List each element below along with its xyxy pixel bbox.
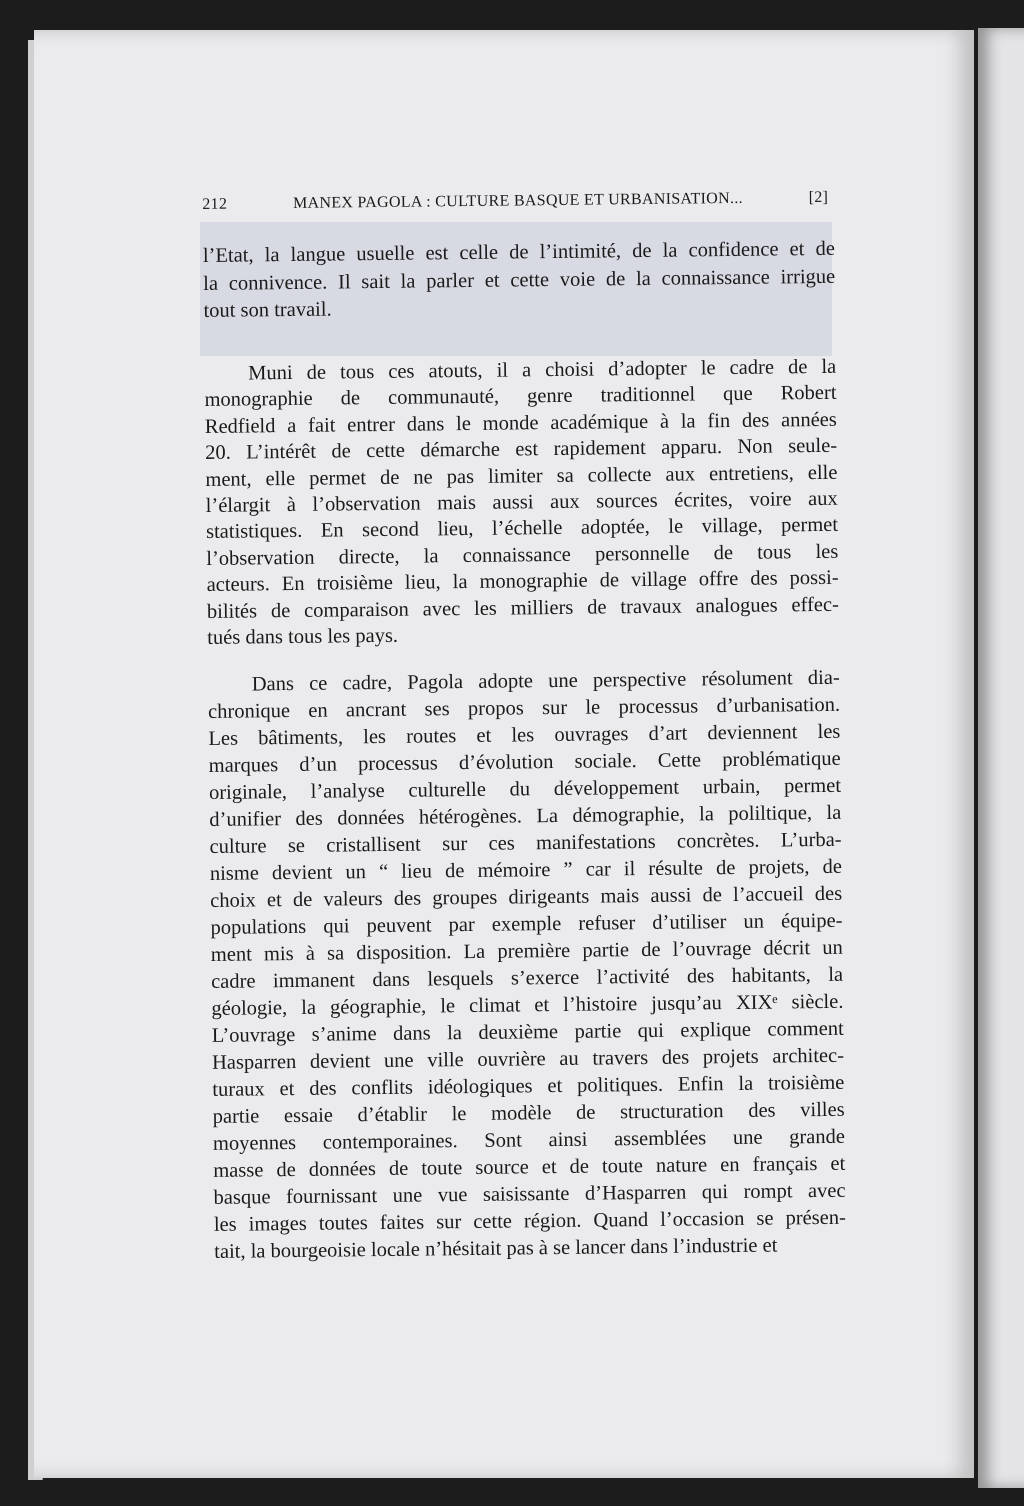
text-line: Hasparren devient une ville ouvrière au travers des projets architec-	[211, 1044, 845, 1074]
text-line: tués dans tous les pays.	[207, 624, 399, 649]
text-line: les images toutes faites sur cette région. Quand l’occasion se présen-	[213, 1206, 846, 1236]
text-line: chronique en ancrant ses propos sur le processus d’urbanisation.	[207, 693, 841, 723]
text-line: Redfield a fait entrer dans le monde académique à la fin des années	[204, 408, 837, 438]
text-line: ment mis à sa disposition. La première partie de l’ouvrage décrit un	[210, 936, 843, 966]
text-line: acteurs. En troisième lieu, la monographie de village offre des possi-	[206, 566, 839, 597]
section-number: [2]	[808, 188, 829, 207]
running-title: MANEX PAGOLA : CULTURE BASQUE ET URBANISATION...	[292, 189, 743, 212]
page-number: 212	[202, 195, 228, 213]
text-line: originale, l’analyse culturelle du développement urbain, permet	[208, 774, 842, 804]
text-line: l’élargit à l’observation mais aussi aux sources écrites, voire aux	[205, 487, 838, 517]
text-line: d’unifier des données hétérogènes. La démographie, la poliltique, la	[209, 801, 842, 831]
text-line: populations qui peuvent par exemple refuser d’utiliser un équipe-	[210, 909, 843, 939]
text-line: statistiques. En second lieu, l’échelle adoptée, le village, permet	[205, 514, 839, 544]
text-line: ment, elle permet de ne pas limiter sa collecte aux entretiens, elle	[205, 461, 838, 491]
text-line: l’Etat, la langue usuelle est celle de l’intimité, de la confidence et de	[202, 237, 835, 267]
text-line: l’observation directe, la connaissance personnelle de tous les	[206, 540, 839, 570]
text-line: culture se cristallisent sur ces manifestations concrètes. L’urba-	[209, 828, 842, 858]
text-line: géologie, la géographie, le climat et l’histoire jusqu’au XIXᵉ siècle.	[211, 990, 844, 1020]
text-line: masse de données de toute source et de toute nature en français et	[213, 1152, 846, 1182]
text-line: bilités de comparaison avec les milliers de travaux analogues effec-	[206, 593, 840, 623]
text-line: cadre immanent dans lesquels s’exerce l’activité des habitants, la	[211, 963, 844, 993]
text-line: turaux et des conflits idéologiques et politiques. Enfin la troisième	[212, 1071, 845, 1101]
text-line: 20. L’intérêt de cette démarche est rapidement apparu. Non seule-	[205, 434, 838, 465]
text-line: choix et de valeurs des groupes dirigeants mais aussi de l’accueil des	[210, 882, 843, 912]
text-line: Dans ce cadre, Pagola adopte une perspective résolument dia-	[251, 666, 840, 696]
text-line: marques d’un processus d’évolution sociale. Cette problématique	[208, 747, 841, 777]
text-line: basque fournissant une vue saisissante d’Hasparren qui rompt avec	[213, 1179, 846, 1209]
text-line: partie essaie d’établir le modèle de structuration des villes	[212, 1098, 845, 1128]
text-line: tait, la bourgeoisie locale n’hésitait pas à se lancer dans l’industrie et	[214, 1234, 778, 1263]
text-line: Muni de tous ces atouts, il a choisi d’adopter le cadre de la	[248, 355, 837, 385]
text-line: moyennes contemporaines. Sont ainsi assemblées une grande	[212, 1125, 846, 1155]
text-line: tout son travail.	[203, 298, 332, 322]
text-line: la connivence. Il sait la parler et cette voie de la connaissance irrigue	[203, 265, 836, 295]
facing-page-edge	[978, 28, 1024, 1488]
text-line: monographie de communauté, genre traditionnel que Robert	[204, 382, 837, 412]
text-line: L’ouvrage s’anime dans la deuxième partie qui explique comment	[211, 1017, 844, 1047]
text-line: Les bâtiments, les routes et les ouvrages d’art deviennent les	[208, 720, 841, 750]
text-line: nisme devient un “ lieu de mémoire ” car il résulte de projets, de	[209, 855, 842, 885]
